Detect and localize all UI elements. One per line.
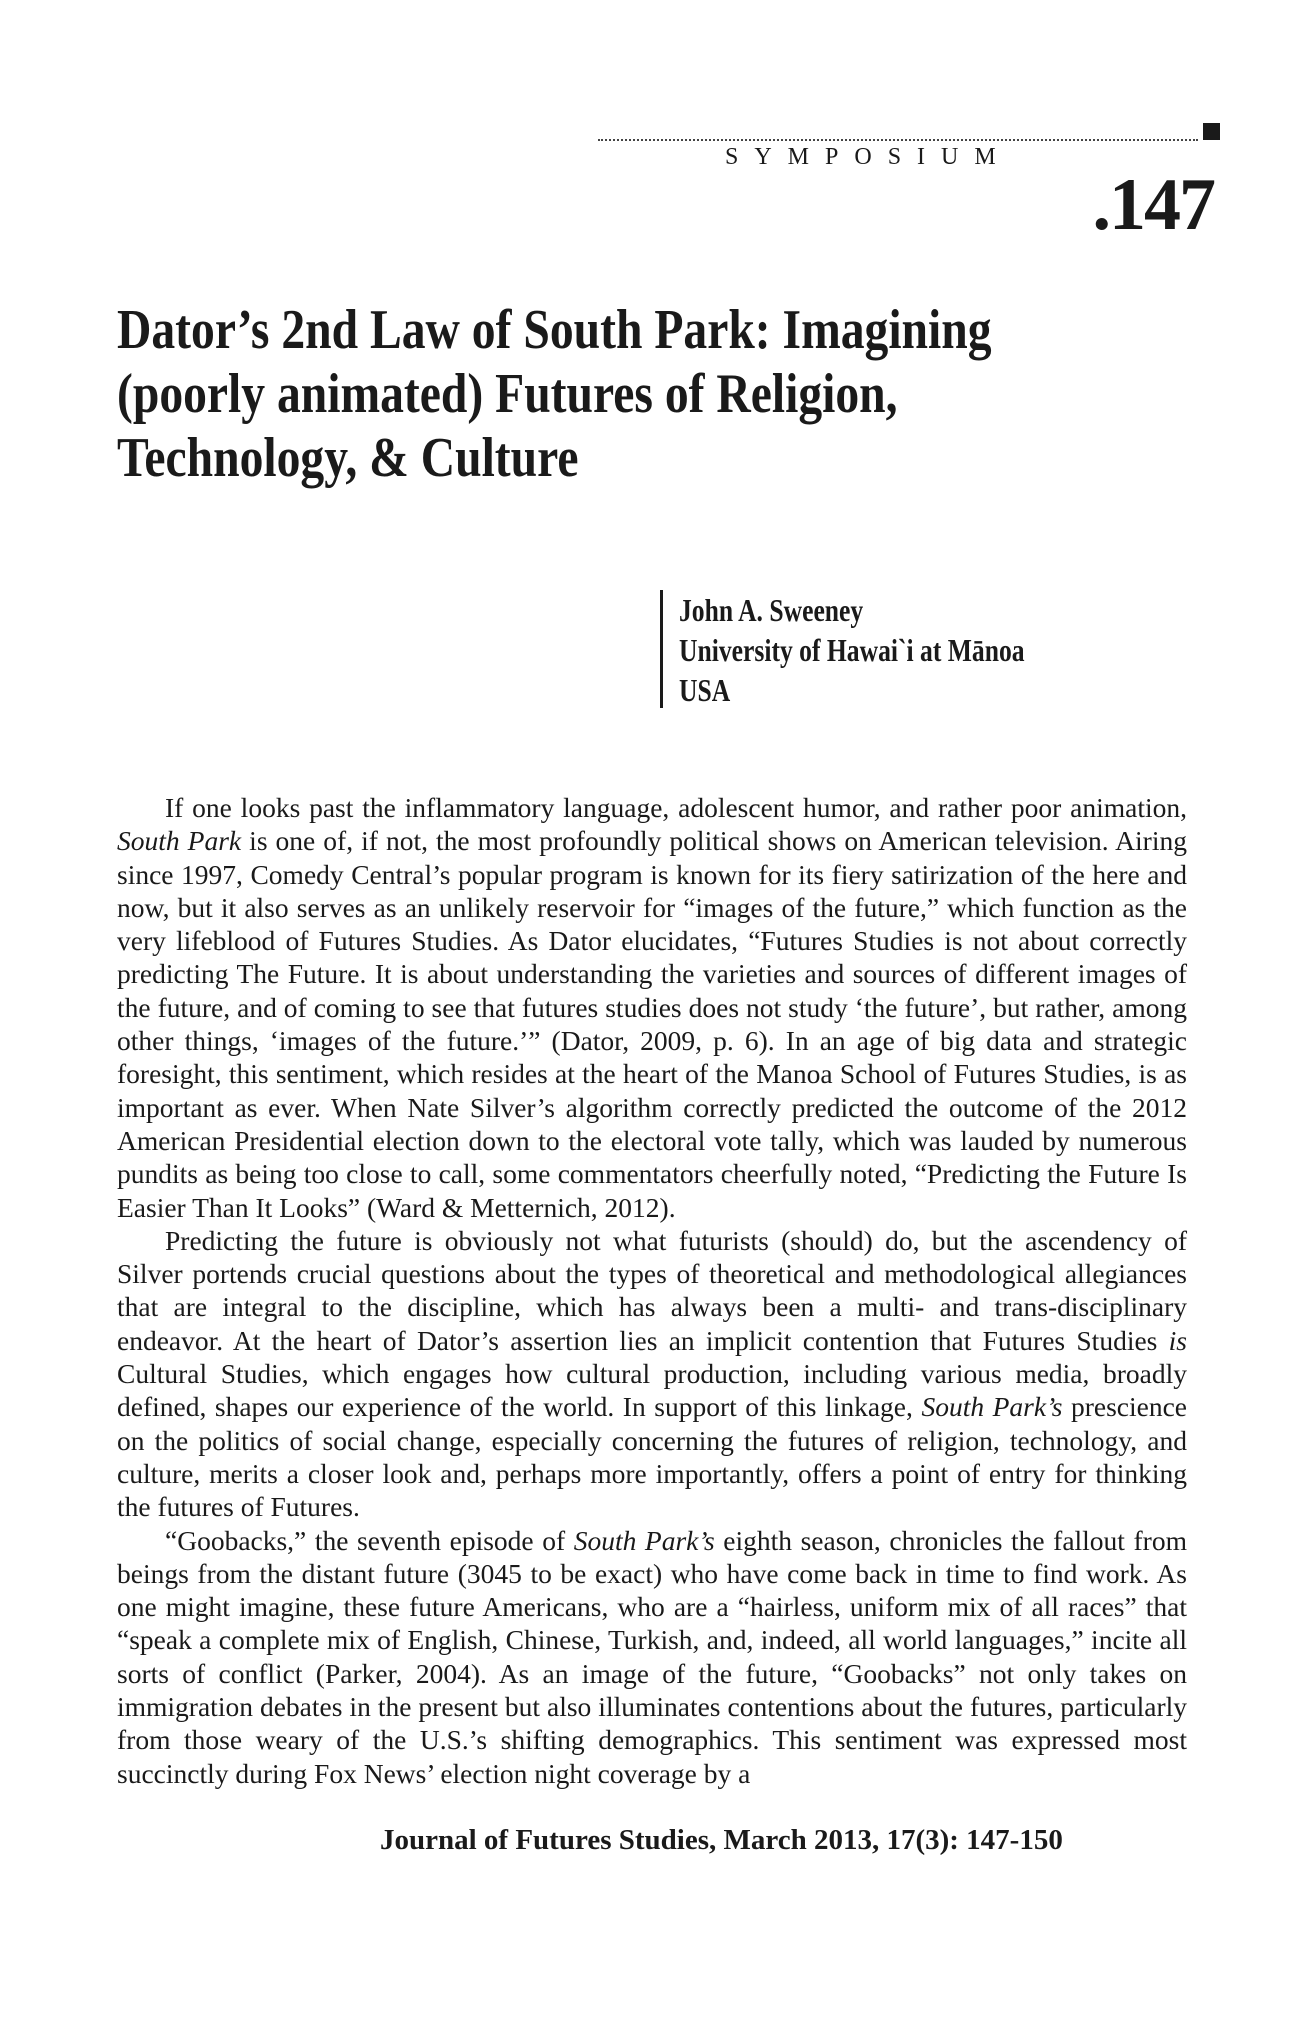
header-square-mark [1203,123,1220,140]
page-number: .147 [1092,164,1214,246]
text-span: If one looks past the inflammatory language, adolescent humor, and rather poor animation, [165,792,1187,823]
author-block [660,590,1111,708]
text-span: “Goobacks,” the seventh episode of [165,1524,574,1556]
article-body [117,791,1187,1790]
text-span: Predicting the future is obviously not what futurists (should) do, but the ascendency of Silver portends crucial questions about the types of theoretical and methodological allegiances that are integral to the discipline, which has always been a multi- and trans-disciplinary endeavor. At the heart of Dator’s assertion lies an implicit contention that Futures Studies [117,1224,1187,1356]
text-span: is one of, if not, the most profoundly political shows on American television. Airing since 1997, Comedy Central’s popular program is known for its fiery satirization of the here and now, but it also serves as an unlikely reservoir for “images of the future,” which function as the very lifeblood of Futures Studies. As Dator elucidates, “Futures Studies is not about correctly predicting The Future. It is about understanding the varieties and sources of different images of the future, and of coming to see that futures studies does not study ‘the future’, but rather, among other things, ‘images of the future.’” (Dator, 2009, p. 6). In an age of big data and strategic foresight, this sentiment, which resides at the heart of the Manoa School of Futures Studies, is as important as ever. When Nate Silver’s algorithm correctly predicted the outcome of the 2012 American Presidential election down to the electoral vote tally, which was lauded by numerous pundits as being too close to call, some commentators cheerfully noted, “Predicting the Future Is Easier Than It Looks” (Ward & Metternich, 2012). [117,825,1187,1223]
text-span: eighth season, chronicles the fallout from beings from the distant future (3045 to be exact) who have come back in time to find work. As one might imagine, these future Americans, who are a “hairless, uniform mix of all races” that “speak a complete mix of English, Chinese, Turkish, and, indeed, all world languages,” incite all sorts of conflict (Parker, 2004). As an image of the future, “Goobacks” not only takes on immigration debates in the present but also illuminates contentions about the futures, particularly from those weary of the U.S.’s shifting demographics. This sentiment was expressed most succinctly during Fox News’ election night coverage by a [117,1524,1187,1789]
show-title: South Park’s [921,1391,1063,1423]
author-affiliation: University of Hawai`i at Mānoa [679,632,1025,668]
text-span: Cultural Studies, which engages how cultural production, including various media, broadly defined, shapes our experience of the world. In support of this linkage, [117,1358,1187,1423]
emphasis: is [1168,1324,1187,1356]
article-title: Dator’s 2nd Law of South Park: Imagining (poorly animated) Futures of Religion, Technology, & Culture [117,299,992,489]
journal-citation: Journal of Futures Studies, March 2013, 17(3): 147-150 [380,1824,1063,1856]
body-paragraph-2 [117,1224,1187,1524]
author-country: USA [679,672,731,708]
show-title: South Park’s [573,1524,715,1556]
body-paragraph-3 [117,1524,1187,1790]
show-title: South Park [117,825,242,857]
body-paragraph-1 [117,791,1187,1224]
text-span: prescience on the politics of social change, especially concerning the futures of religion, technology, and culture, merits a closer look and, perhaps more importantly, offers a point of entry for thinking the futures of Futures. [117,1391,1187,1523]
author-name: John A. Sweeney [679,592,864,628]
header-dotted-rule [598,139,1198,141]
section-label: SYMPOSIUM [725,144,1012,170]
